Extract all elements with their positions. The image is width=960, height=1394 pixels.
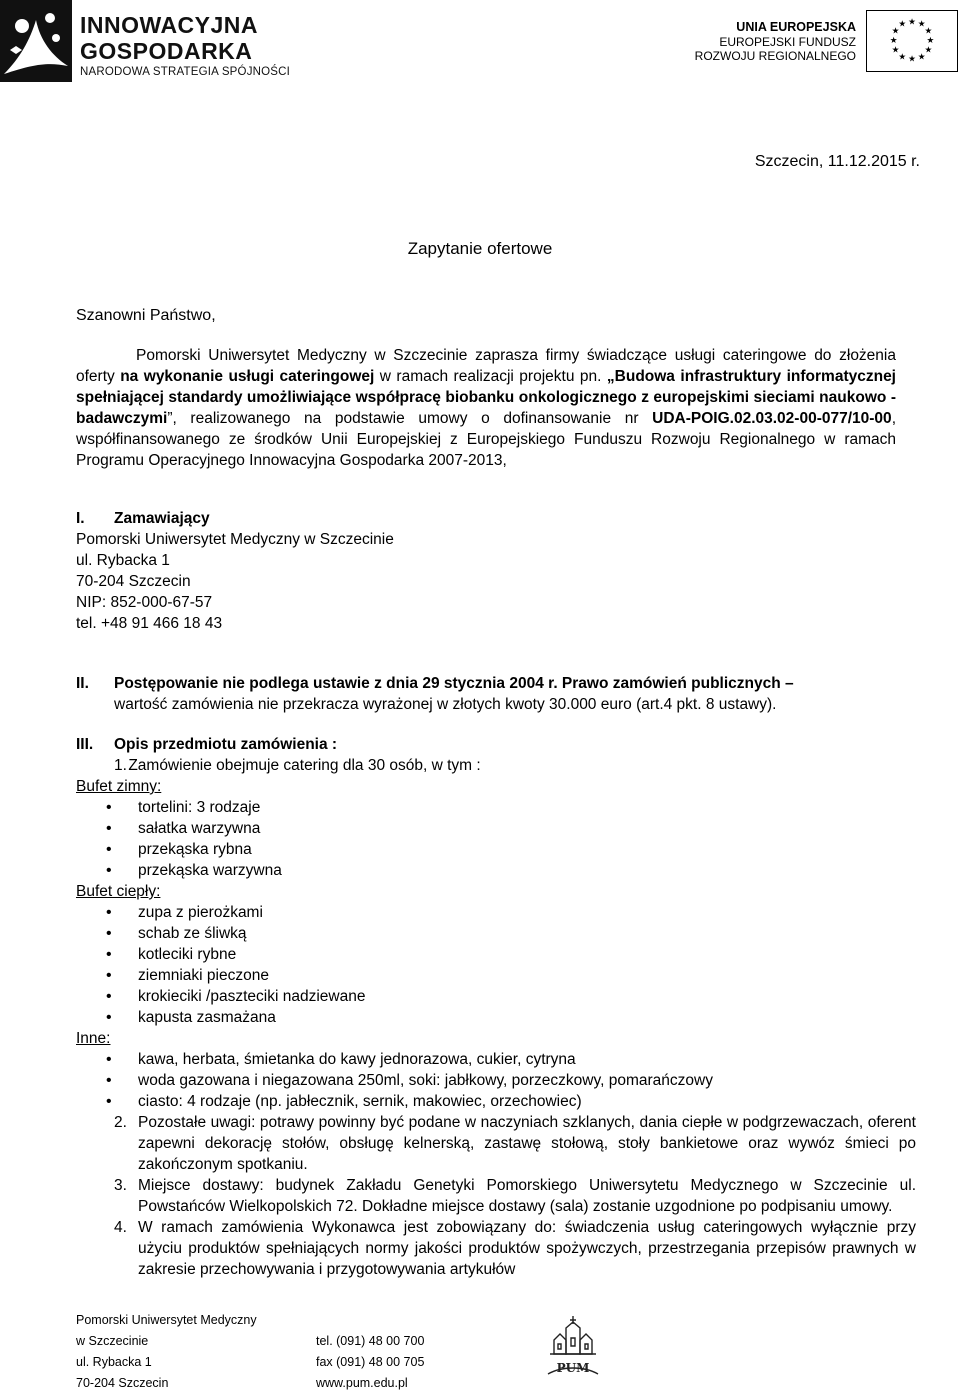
list-item: • kotleciki rybne bbox=[76, 944, 916, 965]
intro-bold-1: na wykonanie usługi cateringowej bbox=[120, 368, 375, 385]
item-number: 2. bbox=[114, 1114, 127, 1131]
footer-phone: tel. (091) 48 00 700 bbox=[316, 1334, 425, 1348]
section-heading: Zamawiający bbox=[114, 510, 210, 527]
section-procedure bbox=[76, 673, 916, 715]
item-number: 3. bbox=[114, 1177, 127, 1194]
section-number: I. bbox=[76, 510, 85, 527]
footer-contact bbox=[316, 1331, 424, 1394]
pum-logo-icon bbox=[544, 1314, 602, 1384]
item-text: W ramach zamówienia Wykonawca jest zobowiązany do: świadczenia usług cateringowych wyłącznie przy użyciu produktów spełniających normy jakości produktów spożywczych, przestrzegania przepisów prawnych w zakresie przechowywania i przygotowywania artykułów bbox=[138, 1219, 916, 1278]
svg-text:★: ★ bbox=[891, 26, 900, 37]
ig-logo-line2: GOSPODARKA bbox=[80, 38, 253, 64]
item-text: Pozostałe uwagi: potrawy powinny być podane w naczyniach szklanych, dania ciepłe w podgrzewaczach, oferent zapewni dekorację stołów, obsługę kelnerską, zastawę stołową, stoły bankietowe oraz wywóz śmieci po zakończonym spotkaniu. bbox=[138, 1114, 916, 1173]
footer-line: 70-204 Szczecin bbox=[76, 1376, 169, 1390]
footer-website[interactable]: www.pum.edu.pl bbox=[316, 1376, 408, 1390]
list-item: • tortelini: 3 rodzaje bbox=[76, 797, 916, 818]
agreement-number: UDA-POIG.02.03.02-00-077/10-00 bbox=[652, 410, 892, 427]
numbered-item-2 bbox=[76, 1112, 916, 1175]
hot-buffet-list bbox=[76, 902, 916, 1028]
ordering-party-name: Pomorski Uniwersytet Medyczny w Szczecinie bbox=[76, 531, 394, 548]
svg-text:★: ★ bbox=[924, 26, 933, 37]
list-item: • ziemniaki pieczone bbox=[76, 965, 916, 986]
other-label: Inne: bbox=[76, 1030, 111, 1047]
list-item: • przekąska warzywna bbox=[76, 860, 916, 881]
svg-text:★: ★ bbox=[924, 45, 933, 56]
svg-text:★: ★ bbox=[917, 52, 926, 63]
eu-fund-logo bbox=[694, 8, 960, 74]
list-item bbox=[114, 755, 916, 776]
item-text: Zamówienie obejmuje catering dla 30 osób, w tym : bbox=[128, 757, 481, 774]
svg-text:★: ★ bbox=[889, 35, 898, 46]
intro-text-2: w ramach realizacji projektu pn. bbox=[374, 368, 607, 385]
numbered-item-4 bbox=[76, 1217, 916, 1280]
eu-logo-line2: EUROPEJSKI FUNDUSZ bbox=[719, 35, 856, 49]
other-list bbox=[76, 1049, 916, 1112]
footer-address bbox=[76, 1310, 257, 1394]
greeting: Szanowni Państwo, bbox=[76, 307, 216, 324]
section-number: III. bbox=[76, 736, 94, 753]
section-ordering-party bbox=[76, 508, 916, 634]
list-item: • kawa, herbata, śmietanka do kawy jednorazowa, cukier, cytryna bbox=[76, 1049, 916, 1070]
svg-text:★: ★ bbox=[917, 19, 926, 30]
intro-text-1: Pomorski Uniwersytet Medyczny w Szczecinie zaprasza firmy świadczące usługi cateringowe do złożenia oferty bbox=[76, 347, 896, 385]
footer-fax: fax (091) 48 00 705 bbox=[316, 1355, 425, 1369]
footer-line: w Szczecinie bbox=[76, 1334, 149, 1348]
list-item: • woda gazowana i niegazowana 250ml, soki: jabłkowy, porzeczkowy, pomarańczowy bbox=[76, 1070, 916, 1091]
cold-buffet-label: Bufet zimny: bbox=[76, 778, 162, 795]
list-item: • schab ze śliwką bbox=[76, 923, 916, 944]
ig-emblem-icon bbox=[0, 0, 72, 82]
cold-buffet-list bbox=[76, 797, 916, 881]
ig-logo-line1: INNOWACYJNA bbox=[80, 12, 259, 38]
svg-text:★: ★ bbox=[926, 35, 935, 46]
ordering-party-street: ul. Rybacka 1 bbox=[76, 552, 170, 569]
svg-text:★: ★ bbox=[898, 19, 907, 30]
section-order-description bbox=[76, 734, 916, 1280]
svg-text:★: ★ bbox=[891, 45, 900, 56]
svg-text:★: ★ bbox=[898, 52, 907, 63]
document-date: Szczecin, 11.12.2015 r. bbox=[754, 153, 920, 170]
document-title: Zapytanie ofertowe bbox=[407, 239, 553, 258]
list-item: • sałatka warzywna bbox=[76, 818, 916, 839]
ordering-party-nip: NIP: 852-000-67-57 bbox=[76, 594, 213, 611]
footer-line: ul. Rybacka 1 bbox=[76, 1355, 152, 1369]
ordering-party-phone: tel. +48 91 466 18 43 bbox=[76, 615, 223, 632]
eu-logo-line3: ROZWOJU REGIONALNEGO bbox=[694, 49, 856, 63]
intro-text-3: ”, realizowanego na podstawie umowy o dofinansowanie nr bbox=[167, 410, 653, 427]
procedure-text: wartość zamówienia nie przekracza wyrażonej w złotych kwoty 30.000 euro (art.4 pkt. 8 ustawy). bbox=[114, 696, 777, 713]
item-text: Miejsce dostawy: budynek Zakładu Genetyki Pomorskiego Uniwersytetu Medycznego w Szczecinie ul. Powstańców Wielkopolskich 72. Dokładne miejsce dostawy (sala) zostanie uzgodnione po podpisaniu umowy. bbox=[138, 1177, 916, 1215]
list-item: • kapusta zasmażana bbox=[76, 1007, 916, 1028]
eu-flag-icon bbox=[866, 10, 958, 72]
svg-text:★: ★ bbox=[908, 54, 916, 65]
pum-logo-text: PUM bbox=[556, 1361, 590, 1375]
section-heading: Postępowanie nie podlega ustawie z dnia 29 stycznia 2004 r. Prawo zamówień publicznych – bbox=[114, 675, 794, 692]
page-footer bbox=[76, 1310, 896, 1390]
section-number: II. bbox=[76, 675, 89, 692]
intro-text-4: , współfinansowanego ze środków Unii Europejskiej z Europejskiego Funduszu Rozwoju Regionalnego w ramach Programu Operacyjnego Innowacyjna Gospodarka 2007-2013, bbox=[76, 410, 896, 469]
eu-logo-line1: UNIA EUROPEJSKA bbox=[736, 20, 856, 34]
innowacyjna-gospodarka-logo bbox=[0, 0, 291, 82]
item-number: 4. bbox=[114, 1219, 127, 1236]
list-item: • zupa z pierożkami bbox=[76, 902, 916, 923]
list-item: • przekąska rybna bbox=[76, 839, 916, 860]
numbered-item-3 bbox=[76, 1175, 916, 1217]
intro-paragraph bbox=[76, 345, 896, 471]
ig-logo-line3: NARODOWA STRATEGIA SPÓJNOŚCI bbox=[80, 66, 291, 78]
item-number: 1. bbox=[114, 757, 127, 774]
project-name: „Budowa infrastruktury informatycznej spełniającej standardy umożliwiające współpracę biobanku onkologicznego z europejskimi sieciami naukowo - badawczymi bbox=[76, 368, 896, 427]
svg-text:★: ★ bbox=[908, 17, 916, 28]
footer-line: Pomorski Uniwersytet Medyczny bbox=[76, 1313, 257, 1327]
list-item: • krokieciki /paszteciki nadziewane bbox=[76, 986, 916, 1007]
ordering-party-city: 70-204 Szczecin bbox=[76, 573, 191, 590]
section-heading: Opis przedmiotu zamówienia : bbox=[114, 736, 338, 753]
hot-buffet-label: Bufet ciepły: bbox=[76, 883, 161, 900]
list-item: • ciasto: 4 rodzaje (np. jabłecznik, sernik, makowiec, orzechowiec) bbox=[76, 1091, 916, 1112]
